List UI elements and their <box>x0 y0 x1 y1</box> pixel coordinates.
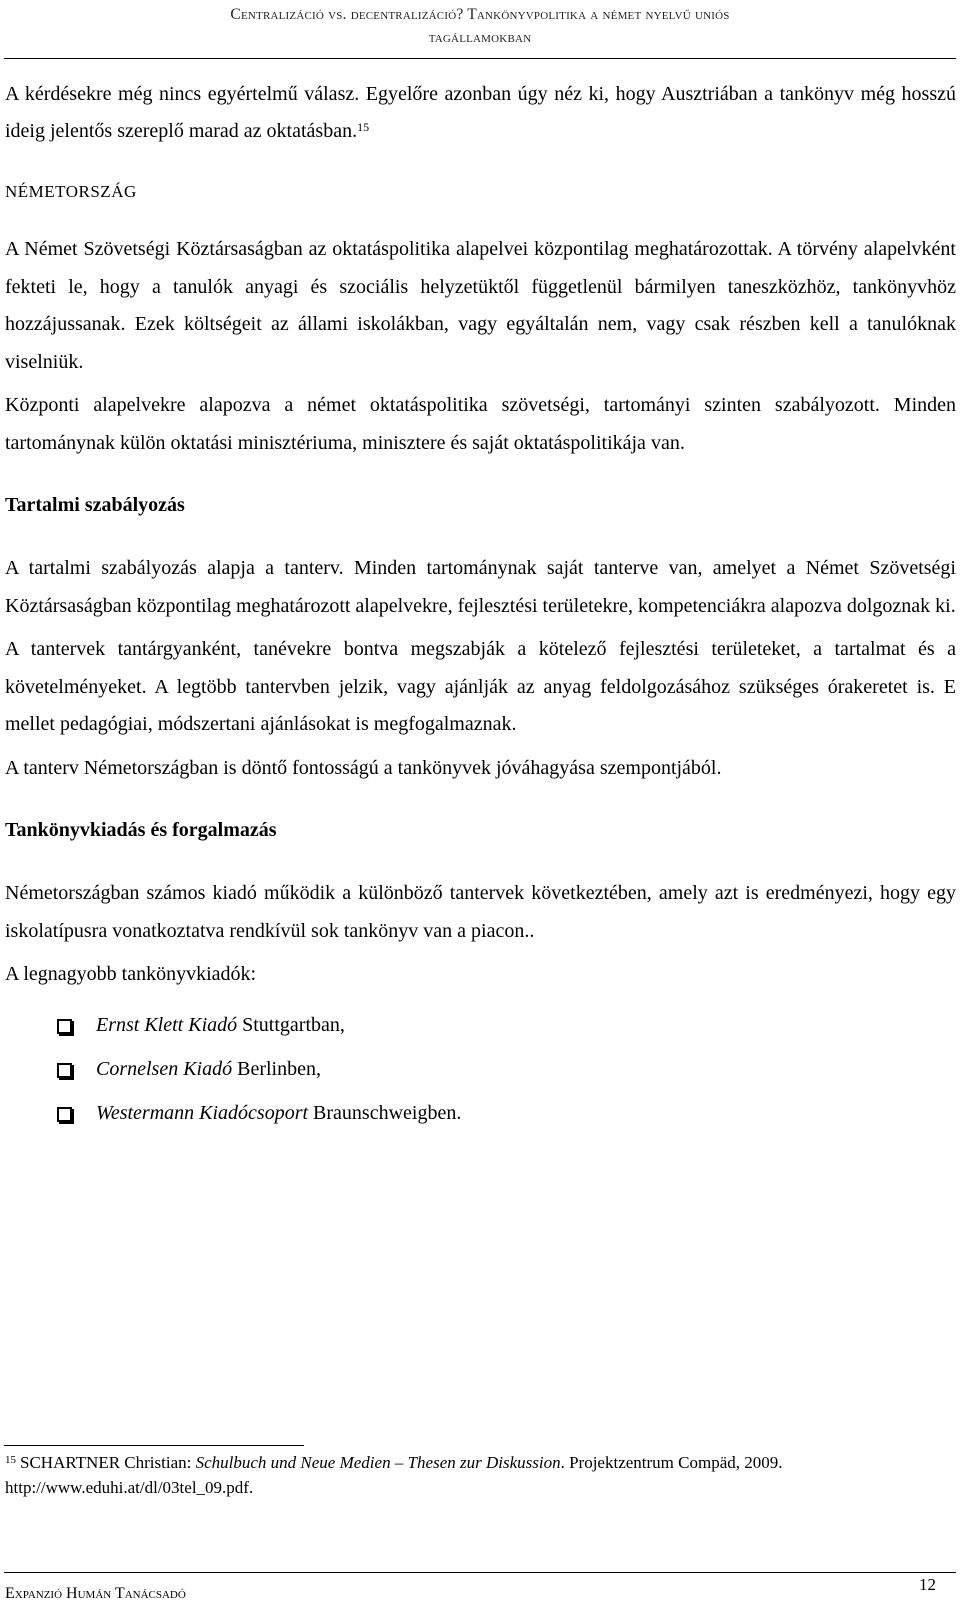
running-header-line-2: tagállamokban <box>428 29 532 46</box>
publisher-city: Stuttgartban, <box>237 1013 345 1036</box>
footnote-divider <box>4 1445 304 1446</box>
paragraph-curriculum: A tartalmi szabályozás alapja a tanterv. Minden tartománynak saját tanterve van, amelyet a Német Szövetségi Köztársaságban központilag meghatározott alapelvekre, fejlesztési területekre, kompetenciákra alapozva dolgoznak ki. <box>5 557 956 617</box>
publishers-list <box>5 1003 956 1135</box>
heading-content-regulation: Tartalmi szabályozás <box>5 494 185 516</box>
publisher-city: Braunschweigben. <box>308 1101 462 1124</box>
footer-publisher: Expanzió Humán Tanácsadó <box>5 1585 186 1602</box>
running-header-line-1: Centralizáció vs. decentralizáció? Tankönyvpolitika a német nyelvű uniós <box>230 6 730 23</box>
publisher-name: Westermann Kiadócsoport <box>96 1101 309 1124</box>
page-number: 12 <box>919 1575 936 1594</box>
checkbox-bullet-icon <box>57 1063 72 1078</box>
paragraph-state-regulation: Központi alapelvekre alapozva a német oktatáspolitika szövetségi, tartományi szinten szabályozott. Minden tartománynak külön oktatási minisztériuma, minisztere és saját oktatáspolitikája van. <box>5 394 956 454</box>
footnote-reference[interactable]: 15 <box>357 119 370 134</box>
list-item <box>57 1003 956 1047</box>
section-title-germany: NÉMETORSZÁG <box>5 182 137 201</box>
paragraph-austria <box>5 76 956 149</box>
main-content <box>5 76 956 1135</box>
heading-publishing: Tankönyvkiadás és forgalmazás <box>5 819 277 841</box>
publisher-name: Cornelsen Kiadó <box>96 1057 233 1080</box>
paragraph-curriculum-details: A tantervek tantárgyanként, tanévekre bontva megszabják a kötelező fejlesztési területeket, a tartalmat és a követelményeket. A legtöbb tantervben jelzik, vagy ajánlják az anyag feldolgozásához szükséges órakeretet is. E mellet pedagógiai, módszertani ajánlásokat is megfogalmaznak. <box>5 638 956 735</box>
footnote-title: Schulbuch und Neue Medien – Thesen zur Diskussion <box>195 1453 561 1472</box>
footer-divider <box>4 1572 956 1573</box>
list-item <box>57 1047 956 1091</box>
checkbox-bullet-icon <box>57 1019 72 1034</box>
list-item <box>57 1091 956 1135</box>
footnote <box>5 1450 905 1500</box>
header-divider <box>4 58 956 59</box>
running-header <box>0 3 960 49</box>
footnote-rest: . Projektzentrum Compäd, 2009. http://www.eduhi.at/dl/03tel_09.pdf. <box>5 1453 783 1497</box>
paragraph-publishers-market: Németországban számos kiadó működik a különböző tantervek következtében, amely azt is eredményezi, hogy egy iskolatípusra vonatkoztatva rendkívül sok tankönyv van a piacon.. <box>5 882 956 942</box>
publisher-city: Berlinben, <box>232 1057 321 1080</box>
publishers-list-intro: A legnagyobb tankönyvkiadók: <box>5 963 257 985</box>
paragraph-austria-text: A kérdésekre még nincs egyértelmű válasz. Egyelőre azonban úgy néz ki, hogy Ausztriában a tankönyv még hosszú ideig jelentős szereplő marad az oktatásban. <box>5 83 956 142</box>
paragraph-federal-policy: A Német Szövetségi Köztársaságban az oktatáspolitika alapelvei központilag meghatározottak. A törvény alapelvként fekteti le, hogy a tanulók anyagi és szociális helyzetüktől függetlenül bármilyen taneszközhöz, tankönyvhöz hozzájussanak. Ezek költségeit az állami iskolákban, vagy egyáltalán nem, vagy csak részben kell a tanulóknak viselniük. <box>5 238 956 373</box>
footnote-number: 15 <box>5 1454 16 1466</box>
footnote-author: SCHARTNER Christian: <box>20 1453 196 1472</box>
publisher-name: Ernst Klett Kiadó <box>96 1013 238 1036</box>
checkbox-bullet-icon <box>57 1107 72 1122</box>
paragraph-curriculum-importance: A tanterv Németországban is döntő fontosságú a tankönyvek jóváhagyása szempontjából. <box>5 756 722 779</box>
